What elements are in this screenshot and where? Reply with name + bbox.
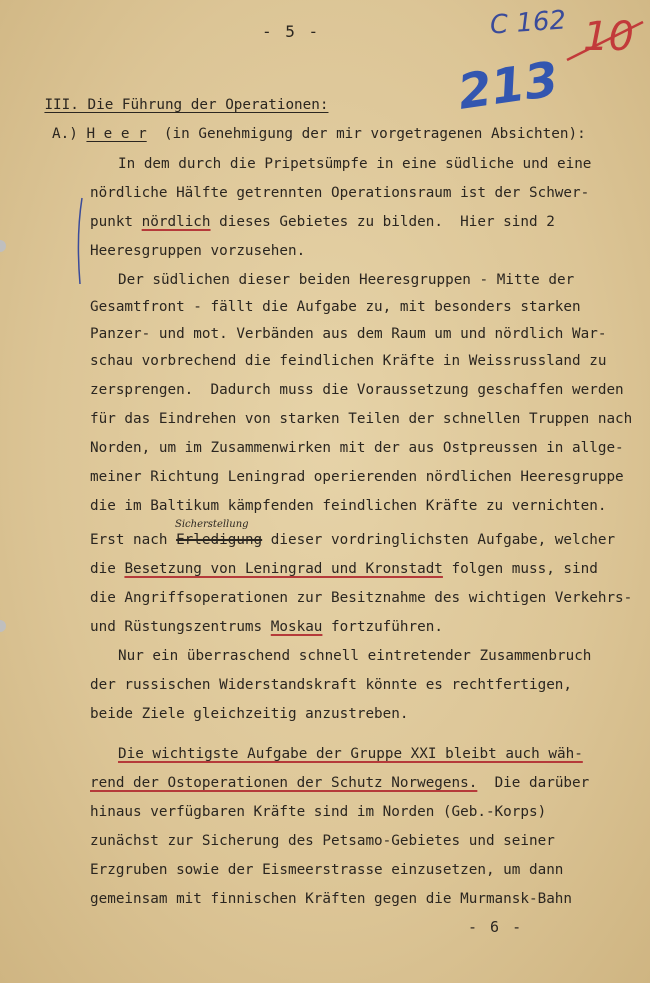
body-line: Panzer- und mot. Verbänden aus dem Raum um und nördlich War- [90, 326, 607, 342]
body-line: Heeresgruppen vorzusehen. [90, 243, 306, 259]
body-line: Der südlichen dieser beiden Heeresgruppen - Mitte der [118, 272, 575, 288]
folio-number: 213 [454, 51, 562, 121]
underlined-phrase: Besetzung von Leningrad und Kronstadt [124, 561, 443, 577]
body-line [90, 774, 589, 792]
body-line [90, 560, 598, 578]
body-line [90, 618, 443, 636]
body-line [118, 745, 583, 763]
line-segment: folgen muss, sind [451, 561, 598, 577]
body-line: Nur ein überraschend schnell eintretender Zusammenbruch [118, 648, 592, 664]
underlined-word: nördlich [141, 214, 211, 230]
underlined-phrase: Die wichtigste Aufgabe der Gruppe XXI bleibt auch wäh- [118, 746, 583, 762]
body-line: gemeinsam mit finnischen Kräften gegen die Murmansk-Bahn [90, 891, 573, 907]
section-heading [10, 78, 328, 132]
subsection-heading [52, 125, 586, 143]
body-line: Norden, um im Zusammenwirken mit der aus Ostpreussen in allge- [90, 440, 624, 456]
line-segment: dieses Gebietes zu bilden. Hier sind 2 [219, 214, 555, 230]
line-segment: Die darüber [494, 775, 590, 791]
body-line [90, 531, 615, 549]
body-line [90, 213, 555, 231]
body-line: Erzgruben sowie der Eismeerstrasse einzusetzen, um dann [90, 862, 564, 878]
body-line: zunächst zur Sicherung des Petsamo-Gebietes und seiner [90, 833, 555, 849]
line-segment: Erst nach [90, 532, 168, 548]
line-segment: und Rüstungszentrums [90, 619, 263, 635]
body-line: die im Baltikum kämpfenden feindlichen Kräfte zu vernichten. [90, 498, 607, 514]
body-line: In dem durch die Pripetsümpfe in eine südliche und eine [118, 156, 592, 172]
section-heading-text: III. Die Führung der Operationen: [44, 97, 329, 113]
underlined-word: Moskau [270, 619, 323, 635]
punch-hole [0, 240, 6, 252]
handwritten-insertion: Sicherstellung [175, 519, 249, 530]
body-line: der russischen Widerstandskraft könnte es rechtfertigen, [90, 677, 573, 693]
old-page-number: 10 [583, 14, 634, 60]
archive-reference: C 162 [489, 5, 568, 41]
page-number-top: - 5 - [262, 22, 321, 41]
underlined-phrase: rend der Ostoperationen der Schutz Norwegens. [90, 775, 478, 791]
line-segment: punkt [90, 214, 134, 230]
body-line: für das Eindrehen von starken Teilen der schnellen Truppen nach [90, 411, 633, 427]
subsection-title-rest: (in Genehmigung der mir vorgetragenen Absichten): [163, 126, 586, 142]
body-line: meiner Richtung Leningrad operierenden nördlichen Heeresgruppe [90, 469, 624, 485]
margin-bracket [72, 196, 86, 286]
struck-word: Erledigung [176, 532, 263, 548]
body-line: hinaus verfügbaren Kräfte sind im Norden (Geb.-Korps) [90, 804, 547, 820]
line-segment: dieser vordringlichsten Aufgabe, welcher [270, 532, 616, 548]
body-line: Gesamtfront - fällt die Aufgabe zu, mit besonders starken [90, 299, 581, 315]
body-line: zersprengen. Dadurch muss die Voraussetzung geschaffen werden [90, 382, 624, 398]
body-line: schau vorbrechend die feindlichen Kräfte in Weissrussland zu [90, 353, 607, 369]
punch-hole [0, 620, 6, 632]
page-number-bottom: - 6 - [468, 918, 524, 936]
subsection-label: A.) [52, 126, 78, 142]
subsection-title: H e e r [86, 126, 147, 142]
body-line: nördliche Hälfte getrennten Operationsraum ist der Schwer- [90, 185, 590, 201]
strike-mark [565, 16, 645, 64]
line-segment: die [90, 561, 116, 577]
line-segment: fortzuführen. [331, 619, 443, 635]
body-line: die Angriffsoperationen zur Besitznahme des wichtigen Verkehrs- [90, 590, 633, 606]
body-line: beide Ziele gleichzeitig anzustreben. [90, 706, 409, 722]
